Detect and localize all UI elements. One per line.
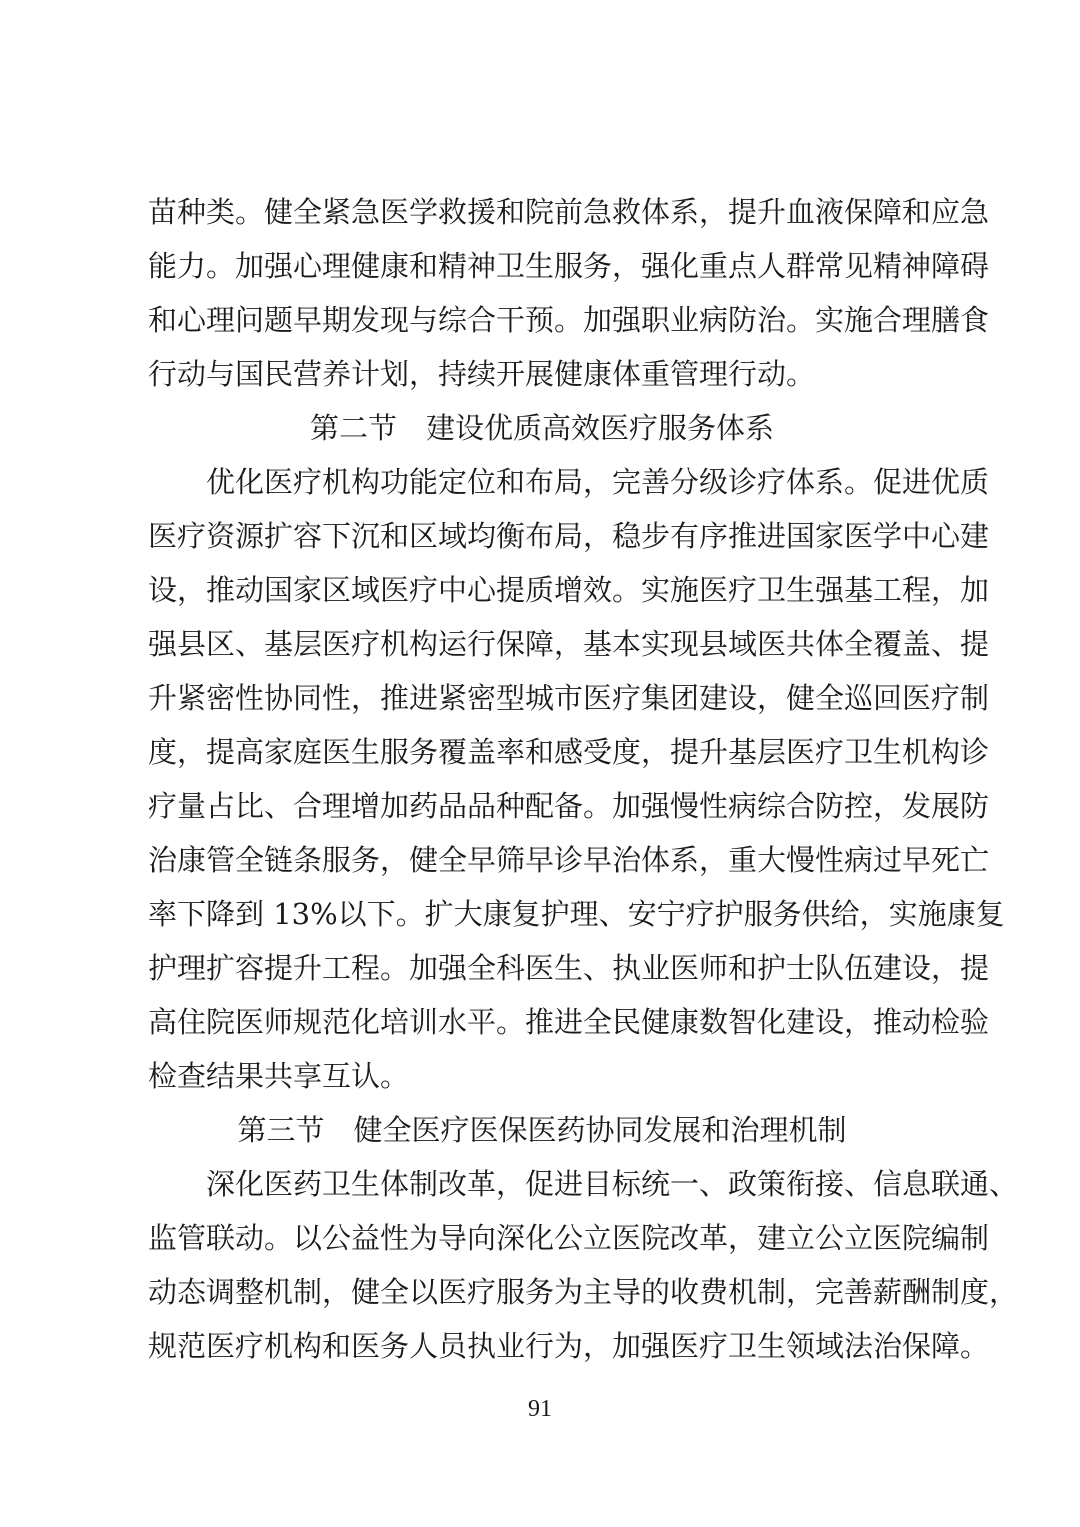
paragraph-line: 能力。加强心理健康和精神卫生服务，强化重点人群常见精神障碍: [148, 249, 990, 283]
paragraph-line: 行动与国民营养计划，持续开展健康体重管理行动。: [148, 357, 816, 391]
paragraph-line: 苗种类。健全紧急医学救援和院前急救体系，提升血液保障和应急: [148, 195, 990, 229]
section-heading-3: 第三节 健全医疗医保医药协同发展和治理机制: [237, 1113, 847, 1147]
paragraph-line: 设，推动国家区域医疗中心提质增效。实施医疗卫生强基工程，加: [148, 573, 990, 607]
page-number: 91: [528, 1396, 552, 1422]
paragraph-line: 度，提高家庭医生服务覆盖率和感受度，提升基层医疗卫生机构诊: [148, 735, 990, 769]
section-heading-2: 第二节 建设优质高效医疗服务体系: [309, 411, 774, 445]
paragraph-line: 率下降到 13%以下。扩大康复护理、安宁疗护服务供给，实施康复: [148, 897, 1005, 931]
paragraph-line: 护理扩容提升工程。加强全科医生、执业医师和护士队伍建设，提: [148, 951, 990, 985]
paragraph-line: 监管联动。以公益性为导向深化公立医院改革，建立公立医院编制: [148, 1221, 990, 1255]
paragraph-line: 强县区、基层医疗机构运行保障，基本实现县域医共体全覆盖、提: [148, 627, 990, 661]
paragraph-line: 和心理问题早期发现与综合干预。加强职业病防治。实施合理膳食: [148, 303, 990, 337]
paragraph-line: 动态调整机制，健全以医疗服务为主导的收费机制，完善薪酬制度，: [148, 1275, 1019, 1309]
paragraph-line: 升紧密性协同性，推进紧密型城市医疗集团建设，健全巡回医疗制: [148, 681, 990, 715]
paragraph-line: 规范医疗机构和医务人员执业行为，加强医疗卫生领域法治保障。: [148, 1329, 990, 1363]
paragraph-line: 疗量占比、合理增加药品品种配备。加强慢性病综合防控，发展防: [148, 789, 990, 823]
paragraph-line: 优化医疗机构功能定位和布局，完善分级诊疗体系。促进优质: [206, 465, 990, 499]
paragraph-line: 高住院医师规范化培训水平。推进全民健康数智化建设，推动检验: [148, 1005, 990, 1039]
paragraph-line: 检查结果共享互认。: [148, 1059, 410, 1093]
paragraph-line: 深化医药卫生体制改革，促进目标统一、政策衔接、信息联通、: [206, 1167, 1019, 1201]
paragraph-line: 治康管全链条服务，健全早筛早诊早治体系，重大慢性病过早死亡: [148, 843, 990, 877]
paragraph-line: 医疗资源扩容下沉和区域均衡布局，稳步有序推进国家医学中心建: [148, 519, 990, 553]
